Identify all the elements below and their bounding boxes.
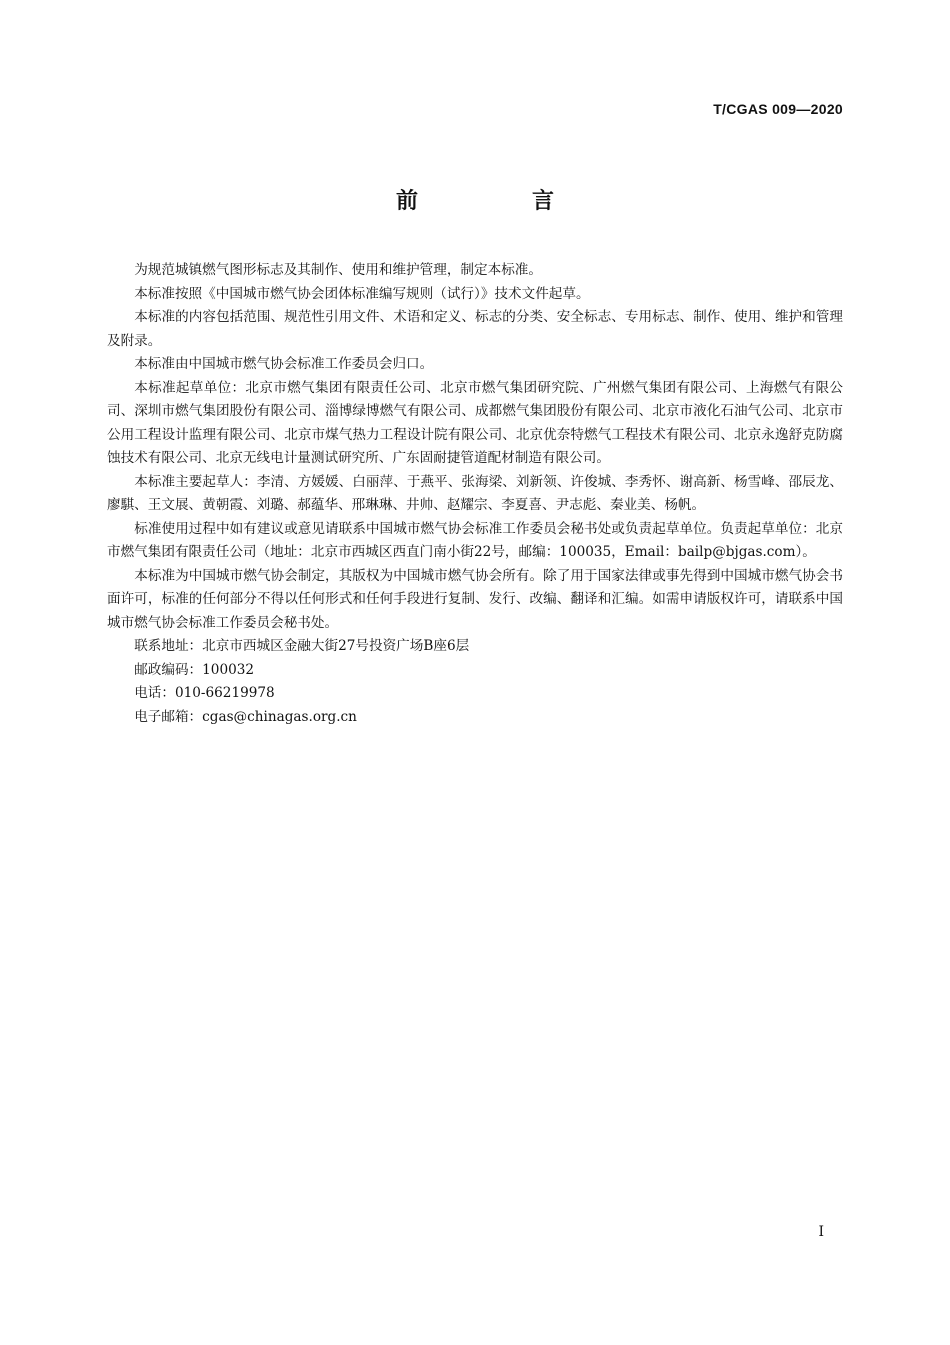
paragraph-contents: 本标准的内容包括范围、规范性引用文件、术语和定义、标志的分类、安全标志、专用标志、制作、使用、维护和管理及附录。	[107, 309, 843, 349]
foreword-body	[107, 259, 843, 729]
page-number: Ⅰ	[818, 1224, 824, 1240]
paragraph-drafting-rules: 本标准按照《中国城市燃气协会团体标准编写规则（试行）》技术文件起草。	[134, 285, 590, 302]
paragraph-feedback-contact: 标准使用过程中如有建议或意见请联系中国城市燃气协会标准工作委员会秘书处或负责起草单位。负责起草单位：北京市燃气集团有限责任公司（地址：北京市西城区西直门南小街22号，邮编：100035，Email：bailp@bjgas.com）。	[107, 520, 843, 560]
contact-address: 联系地址：北京市西城区金融大街27号投资广场B座6层	[134, 638, 470, 654]
paragraph-responsible-body: 本标准由中国城市燃气协会标准工作委员会归口。	[134, 356, 434, 372]
page-title: 前 言	[395, 189, 600, 214]
paragraph-copyright: 本标准为中国城市燃气协会制定，其版权为中国城市燃气协会所有。除了用于国家法律或事先得到中国城市燃气协会书面许可，标准的任何部分不得以任何形式和任何手段进行复制、发行、改编、翻译和汇编。如需申请版权许可，请联系中国城市燃气协会标准工作委员会秘书处。	[107, 567, 843, 631]
document-code: T/CGAS 009—2020	[713, 101, 843, 117]
paragraph-drafting-units: 本标准起草单位：北京市燃气集团有限责任公司、北京市燃气集团研究院、广州燃气集团有限公司、上海燃气有限公司、深圳市燃气集团股份有限公司、淄博绿博燃气有限公司、成都燃气集团股份有限公司、北京市液化石油气公司、北京市公用工程设计监理有限公司、北京市煤气热力工程设计院有限公司、北京优奈特燃气工程技术有限公司、北京永逸舒克防腐蚀技术有限公司、北京无线电计量测试研究所、广东固耐捷管道配材制造有限公司。	[107, 379, 843, 466]
contact-email: 电子邮箱：cgas@chinagas.org.cn	[134, 708, 357, 725]
paragraph-drafters: 本标准主要起草人：李清、方媛媛、白丽萍、于燕平、张海梁、刘新领、许俊城、李秀怀、谢高新、杨雪峰、邵辰龙、廖騏、王文展、黄朝霞、刘璐、郝蕴华、邢琳琳、井帅、赵耀宗、李夏喜、尹志彪、秦业美、杨帆。	[107, 473, 843, 513]
contact-phone: 电话：010-66219978	[134, 685, 275, 701]
contact-postcode: 邮政编码：100032	[134, 661, 255, 678]
paragraph-purpose: 为规范城镇燃气图形标志及其制作、使用和维护管理，制定本标准。	[134, 262, 542, 278]
